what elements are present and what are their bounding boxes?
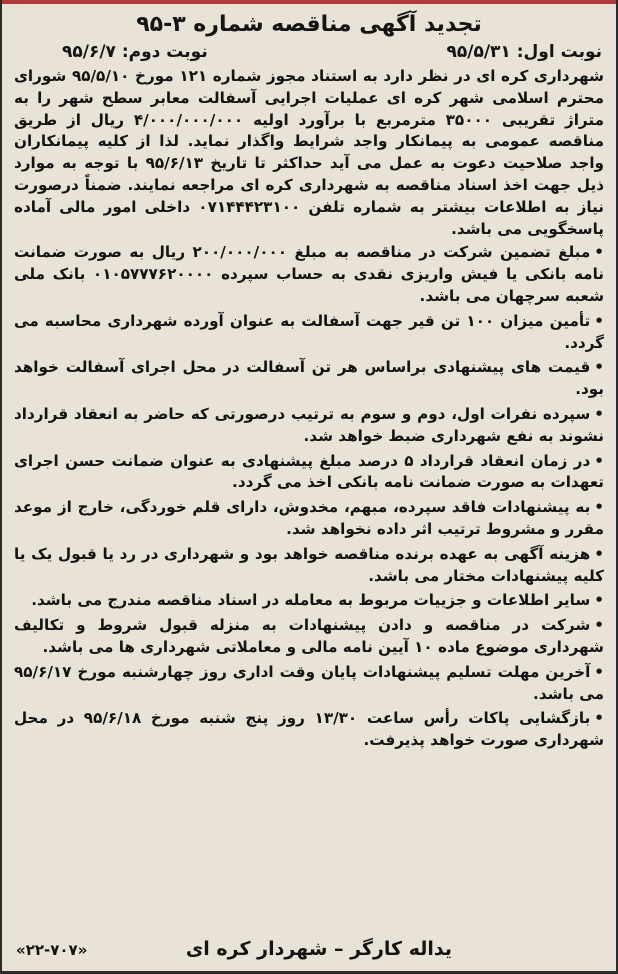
condition-item [14,242,604,307]
condition-text: به پیشنهادات فاقد سپرده، مبهم، مخدوش، دارای قلم خوردگی، خارج از موعد مقرر و مشروط ترتیب اثر داده نخواهد شد. [14,498,604,538]
condition-text: شرکت در مناقصه و دادن پیشنهادات به منزله قبول شروط و تکالیف شهرداری موضوع ماده ۱۰ آیین نامه مالی و معاملاتی شهرداری ها می باشد. [14,616,604,656]
condition-text: در زمان انعقاد قرارداد ۵ درصد مبلغ پیشنهادی به عنوان ضمانت حسن اجرای تعهدات به صورت ضمانت نامه بانکی اخذ می گردد. [14,451,604,492]
first-round-date: نوبت اول: ۹۵/۵/۳۱ [446,42,602,62]
condition-text: مبلغ تضمین شرکت در مناقصه به مبلغ ۲۰۰/۰۰۰/۰۰۰ ریال به صورت ضمانت نامه بانکی یا فیش واریزی نقدی به حساب سپرده ۰۱۰۵۷۷۷۶۲۰۰۰۰ بانک ملی شعبه سرچهان می باشد. [14,243,604,305]
bullet-icon: • [594,616,604,635]
signature: یداله کارگر – شهردار کره ای [185,938,452,960]
condition-text: قیمت های پیشنهادی براساس هر تن آسفالت در محل اجرای آسفالت خواهد بود. [14,358,604,399]
bullet-icon: • [594,358,604,377]
condition-item [14,311,604,355]
second-round-date: نوبت دوم: ۹۵/۶/۷ [62,42,208,62]
condition-item [14,357,604,401]
bullet-icon: • [594,591,604,610]
condition-item [14,404,604,448]
condition-item [14,708,604,752]
signature-row [16,938,602,960]
bullet-icon: • [594,544,604,563]
bullet-icon: • [594,498,604,517]
condition-item [14,615,604,659]
condition-text: تأمین میزان ۱۰۰ تن قیر جهت آسفالت به عنوان آورده شهرداری محاسبه می گردد. [14,311,604,352]
condition-text: سپرده نفرات اول، دوم و سوم به ترتیب درصورتی که حاضر به انعقاد قرارداد نشوند به نفع شهرداری ضبط خواهد شد. [14,404,604,445]
condition-text: هزینه آگهی به عهده برنده مناقصه خواهد بود و شهرداری در رد یا قبول یک یا کلیه پیشنهادات مختار می باشد. [14,544,604,585]
top-border [2,0,616,4]
bullet-icon: • [594,451,605,470]
condition-item [14,590,604,612]
condition-item [14,497,604,541]
bullet-icon: • [594,243,604,262]
publication-dates [62,40,602,64]
condition-item [14,451,604,495]
bullet-icon: • [594,709,604,728]
condition-text: سایر اطلاعات و جزییات مربوط به معامله در اسناد مناقصه مندرج می باشد. [31,591,591,610]
notice-title: تجدید آگهی مناقصه شماره ۳-۹۵ [136,12,482,37]
intro-paragraph: شهرداری کره ای در نظر دارد به استناد مجوز شماره ۱۲۱ مورخ ۹۵/۵/۱۰ شورای محترم اسلامی شهر کره ای عملیات اجرایی آسفالت معابر سطح شهر را به متراژ تقریبی ۳۵۰۰۰ مترمربع با برآورد اولیه ۴/۰۰۰/۰۰۰/۰۰۰ ریال از طریق مناقصه عمومی به پیمانکار واجد شرایط واگذار نماید. لذا از کلیه پیمانکاران واجد صلاحیت دعوت به عمل می آید حداکثر تا تاریخ ۹۵/۶/۱۳ با توجه به موارد ذیل جهت اخذ اسناد مناقصه به شهرداری کره ای مراجعه نمایند. ضمناً درصورت نیاز به اطلاعات بیشتر به شماره تلفن ۰۷۱۴۴۴۲۳۱۰۰ داخلی امور مالی آماده پاسخگویی می باشد. [14,67,605,238]
condition-item [14,662,604,706]
bullet-icon: • [594,404,604,423]
condition-text: آخرین مهلت تسلیم پیشنهادات پایان وقت اداری روز چهارشنبه مورخ ۹۵/۶/۱۷ می باشد. [14,662,604,703]
condition-text: بازگشایی پاکات رأس ساعت ۱۳/۳۰ روز پنج شنبه مورخ ۹۵/۶/۱۸ در محل شهرداری صورت خواهد پذیرفت. [14,709,604,750]
bullet-icon: • [594,662,604,681]
notice-code: «۲۲-۷۰۷» [16,941,88,959]
bullet-icon: • [594,311,604,330]
condition-item [14,544,604,588]
conditions-list [14,242,604,752]
